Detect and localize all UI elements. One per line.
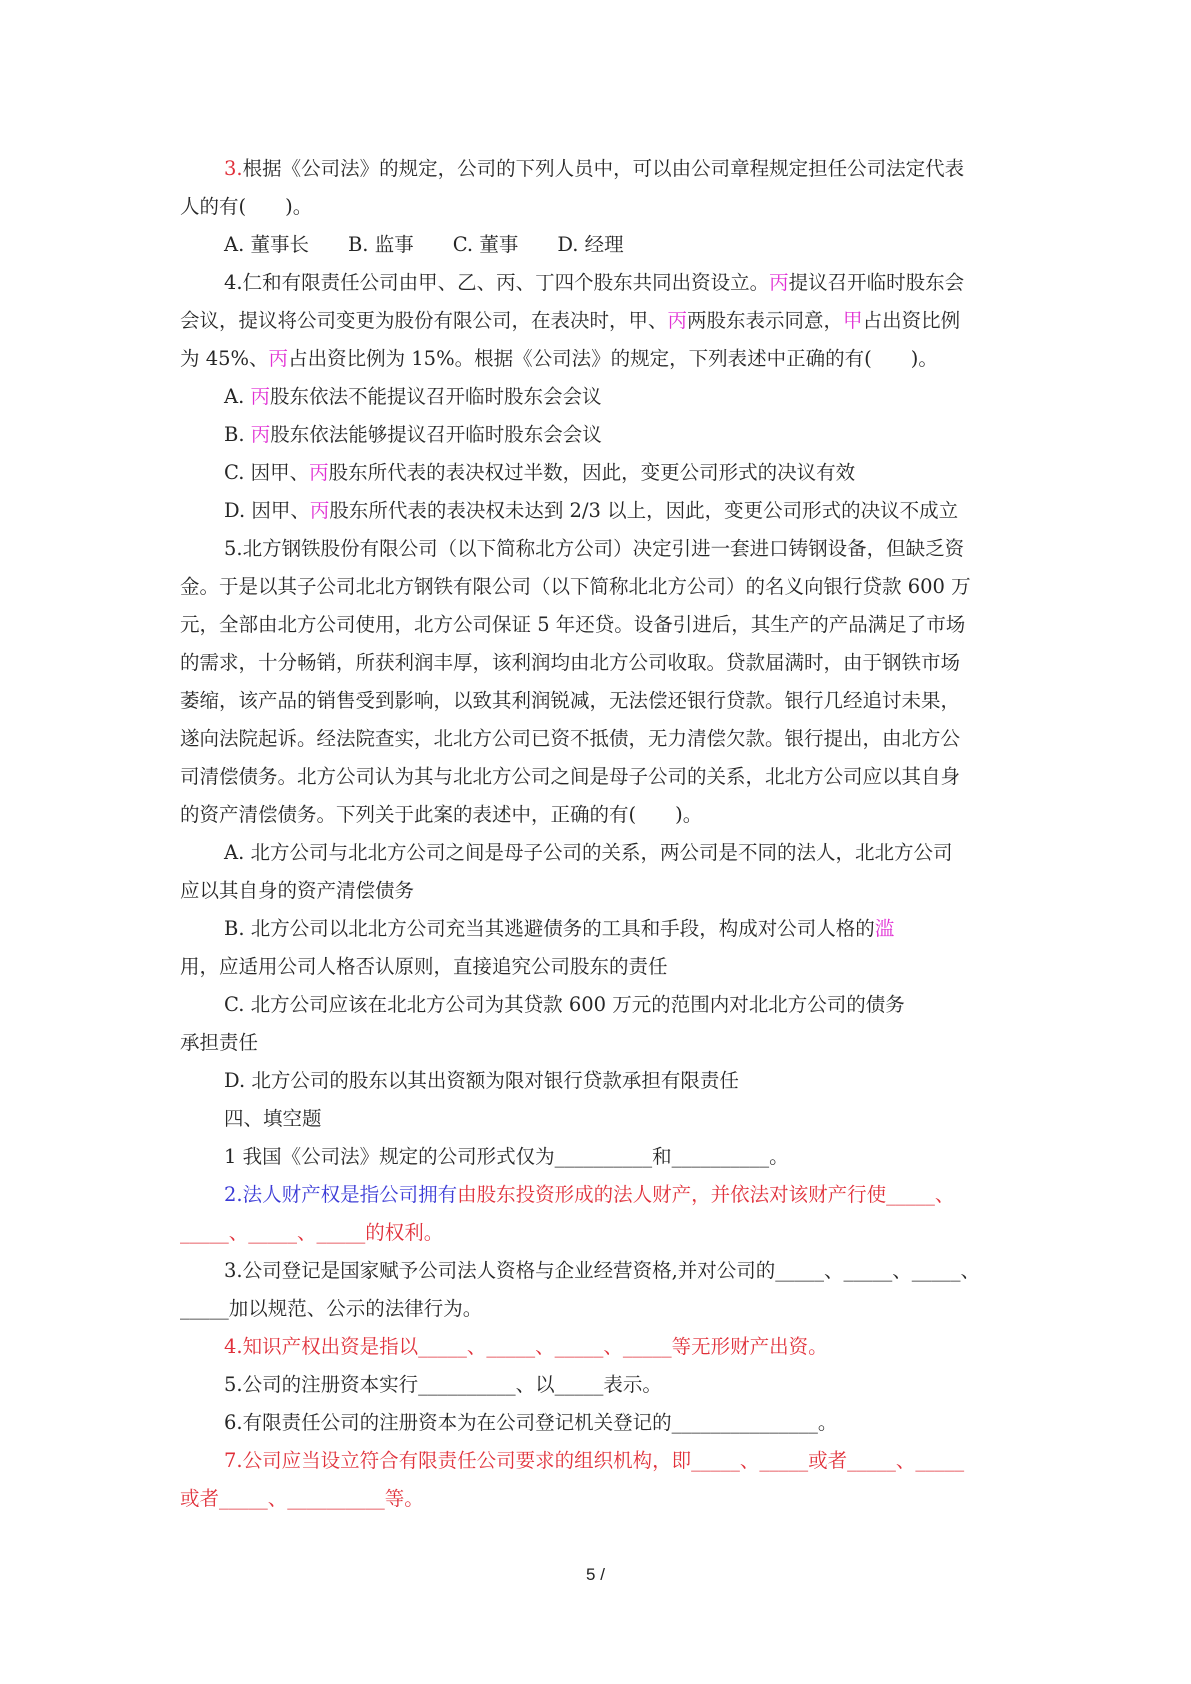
fill-2-line-2: _____、_____、_____的权利。 <box>180 1221 444 1244</box>
q4-option-c <box>180 454 1015 492</box>
q4-text: 为 45%、 <box>180 347 269 370</box>
q5-line-4: 的需求，十分畅销，所获利润丰厚，该利润均由北方公司收取。贷款届满时，由于钢铁市场 <box>180 651 961 674</box>
q3-number: 3. <box>224 157 243 180</box>
q5-option-a-line-2: 应以其自身的资产清偿债务 <box>180 879 415 902</box>
option-text: 股东所代表的表决权过半数，因此，变更公司形式的决议有效 <box>328 461 856 484</box>
q5-line-3: 元，全部由北方公司使用，北方公司保证 5 年还贷。设备引进后，其生产的产品满足了市场 <box>180 613 966 636</box>
q5-line-5: 萎缩，该产品的销售受到影响，以致其利润锐减，无法偿还银行贷款。银行几经追讨未果， <box>180 689 961 712</box>
option-label: A. <box>224 385 251 408</box>
q4-option-d <box>180 492 1015 530</box>
q4-highlight: 丙 <box>250 423 271 446</box>
document-body <box>180 150 1015 1518</box>
q5-option-c-line-1: C. 北方公司应该在北北方公司为其贷款 600 万元的范围内对北北方公司的债务 <box>224 993 905 1016</box>
option-text: D. 因甲、 <box>224 499 310 522</box>
fill-2-text: 由股东投资形成的法人财产，并依法对该财产行使_____、 <box>457 1183 955 1206</box>
q4-text: 4.仁和有限责任公司由甲、乙、丙、丁四个股东共同出资设立。 <box>224 271 770 294</box>
fill-2-line-1 <box>180 1176 1015 1214</box>
option-text: 股东所代表的表决权未达到 2/3 以上，因此，变更公司形式的决议不成立 <box>329 499 959 522</box>
fill-7-line-1: 7.公司应当设立符合有限责任公司要求的组织机构，即_____、_____或者_____、_____ <box>224 1449 965 1472</box>
q4-line-1 <box>180 264 1015 302</box>
q5-option-d: D. 北方公司的股东以其出资额为限对银行贷款承担有限责任 <box>224 1069 739 1092</box>
q3-line-1 <box>180 150 1015 188</box>
option-text: C. 因甲、 <box>224 461 310 484</box>
section-title: 四、填空题 <box>224 1107 322 1130</box>
option-text: B. 北方公司以北北方公司充当其逃避债务的工具和手段，构成对公司人格的 <box>224 917 875 940</box>
q4-option-b <box>180 416 1015 454</box>
q5-line-1: 5.北方钢铁股份有限公司（以下简称北方公司）决定引进一套进口铸钢设备，但缺乏资 <box>224 537 965 560</box>
q5-line-7: 司清偿债务。北方公司认为其与北北方公司之间是母子公司的关系，北北方公司应以其自身 <box>180 765 961 788</box>
fill-6: 6.有限责任公司的注册资本为在公司登记机关登记的_______________。 <box>224 1411 838 1434</box>
fill-7-line-2: 或者_____、__________等。 <box>180 1487 424 1510</box>
q5-line-6: 遂向法院起诉。经法院查实，北北方公司已资不抵债，无力清偿欠款。银行提出，由北方公 <box>180 727 961 750</box>
fill-1: 1 我国《公司法》规定的公司形式仅为__________和__________。 <box>224 1145 789 1168</box>
option-label: B. <box>224 423 251 446</box>
q4-highlight: 丙 <box>769 271 789 294</box>
q4-highlight: 丙 <box>667 309 688 332</box>
q5-line-2: 金。于是以其子公司北北方钢铁有限公司（以下简称北北方公司）的名义向银行贷款 600 万 <box>180 575 971 598</box>
option-text: 股东依法不能提议召开临时股东会会议 <box>270 385 602 408</box>
q4-text: 占出资比例 <box>862 309 961 332</box>
q5-option-b-line-2: 用，应适用公司人格否认原则，直接追究公司股东的责任 <box>180 955 668 978</box>
q3-options: A. 董事长 B. 监事 C. 董事 D. 经理 <box>224 233 624 256</box>
q4-highlight: 丙 <box>250 385 270 408</box>
q5-option-b-line-1 <box>180 910 1015 948</box>
option-text: 股东依法能够提议召开临时股东会会议 <box>270 423 602 446</box>
q3-line-2: 人的有( )。 <box>180 195 313 218</box>
q4-line-3 <box>180 340 1015 378</box>
q4-highlight: 丙 <box>268 347 289 370</box>
q4-line-2 <box>180 302 1015 340</box>
page-number: 5 / <box>586 1565 605 1584</box>
q4-text: 占出资比例为 15%。根据《公司法》的规定，下列表述中正确的有( )。 <box>288 347 938 370</box>
q4-text: 两股东表示同意， <box>687 309 844 332</box>
fill-2-lead: 2.法人财产权是指公司拥有 <box>224 1183 458 1206</box>
q5-line-8: 的资产清偿债务。下列关于此案的表述中，正确的有( )。 <box>180 803 703 826</box>
q4-highlight: 丙 <box>309 461 329 484</box>
q5-option-c-line-2: 承担责任 <box>180 1031 259 1054</box>
q4-highlight: 甲 <box>843 309 863 332</box>
q5-highlight: 滥 <box>874 917 895 940</box>
q3-text: 根据《公司法》的规定，公司的下列人员中，可以由公司章程规定担任公司法定代表 <box>242 157 965 180</box>
q4-text: 会议，提议将公司变更为股份有限公司，在表决时，甲、 <box>180 309 668 332</box>
fill-3-line-1: 3.公司登记是国家赋予公司法人资格与企业经营资格,并对公司的_____、_____、_____、 <box>224 1259 981 1282</box>
fill-5: 5.公司的注册资本实行__________、以_____表示。 <box>224 1373 662 1396</box>
q5-option-a-line-1: A. 北方公司与北北方公司之间是母子公司的关系，两公司是不同的法人，北北方公司 <box>224 841 953 864</box>
fill-4: 4.知识产权出资是指以_____、_____、_____、_____等无形财产出资。 <box>224 1335 828 1358</box>
q4-highlight: 丙 <box>309 499 330 522</box>
q4-option-a <box>180 378 1015 416</box>
q4-text: 提议召开临时股东会 <box>788 271 965 294</box>
fill-3-line-2: _____加以规范、公示的法律行为。 <box>180 1297 483 1320</box>
